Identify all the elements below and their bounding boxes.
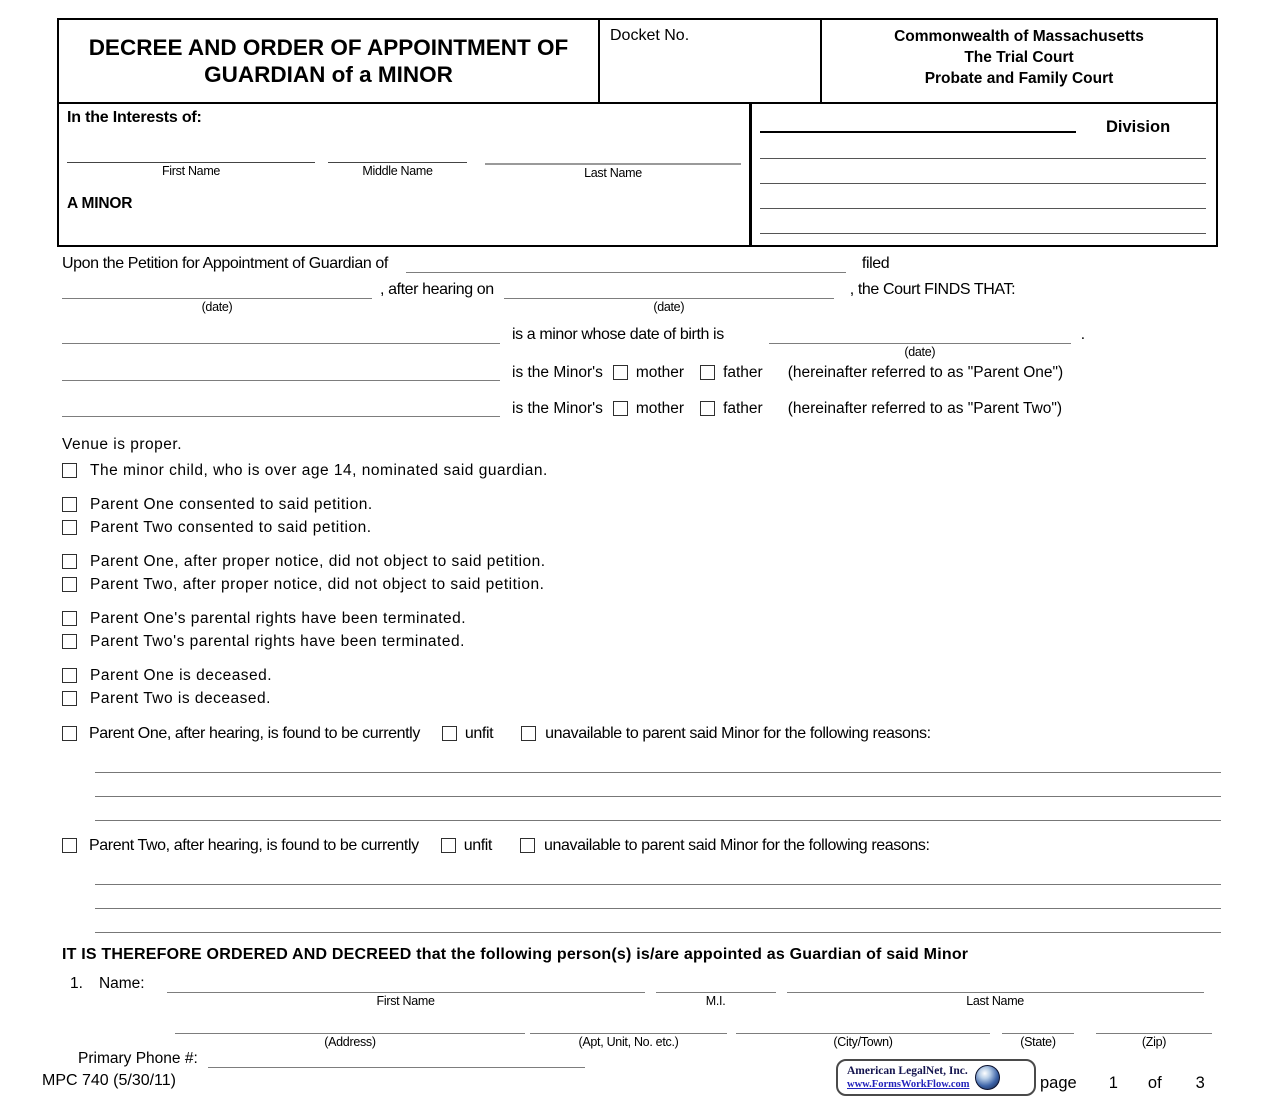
guardian-zip-field[interactable] [1096,1014,1212,1034]
header-bottom-row [59,104,1216,245]
guardian-state-field[interactable] [1002,1014,1074,1034]
date-label: (date) [653,300,685,314]
unavailable-label: unavailable to parent said Minor for the following reasons: [545,724,931,742]
finding-item [62,664,1223,687]
finding-label: Parent Two, after proper notice, did not object to said petition. [90,575,545,593]
date-label: (date) [904,345,936,359]
primary-phone-field[interactable] [208,1048,585,1068]
item-number: 1. [70,975,83,992]
court-line-3: Probate and Family Court [924,69,1114,87]
finding-label: Parent Two's parental rights have been terminated. [90,632,465,650]
parent-two-no-objection-checkbox[interactable] [62,577,77,592]
finding-label: Parent One is deceased. [90,666,273,684]
interests-heading: In the Interests of: [67,109,202,126]
mi-label: M.I. [705,994,726,1008]
header-box [57,18,1218,247]
page-info [1040,1074,1205,1093]
a-minor-label: A MINOR [67,195,133,212]
page-total: 3 [1195,1074,1205,1092]
finding-label: Parent One, after proper notice, did not object to said petition. [90,552,546,570]
parent-one-rights-terminated-checkbox[interactable] [62,611,77,626]
venue-text: Venue is proper. [62,436,183,453]
page-title: DECREE AND ORDER OF APPOINTMENT OF GUARDIAN of a MINOR [59,20,600,102]
minor-last-name-field[interactable] [485,144,741,165]
parent-two-unavailable-checkbox[interactable] [520,838,535,853]
finding-label: Parent One consented to said petition. [90,495,373,513]
minor-dob-text: is a minor whose date of birth is [512,326,724,343]
hearing-date-field[interactable] [504,279,834,299]
parent-one-father-checkbox[interactable] [700,365,715,380]
court-line-2: The Trial Court [964,48,1074,66]
dob-field[interactable] [769,324,1071,344]
city-label: (City/Town) [833,1035,893,1049]
parent-two-deceased-checkbox[interactable] [62,691,77,706]
of-label: of [1147,1074,1162,1092]
zip-label: (Zip) [1141,1035,1167,1049]
hearing-one-text: Parent One, after hearing, is found to be currently [89,724,420,742]
finding-item [62,573,1223,596]
finding-label: The minor child, who is over age 14, nominated said guardian. [90,461,548,479]
guardian-mi-field[interactable] [656,973,776,993]
minor-name-fields [67,144,741,180]
last-name-label: Last Name [966,994,1024,1008]
finding-item [62,630,1223,653]
guardian-apt-field[interactable] [530,1014,727,1034]
parent-one-deceased-checkbox[interactable] [62,668,77,683]
legalnet-url-link[interactable]: www.FormsWorkFlow.com [847,1078,970,1090]
division-extra-line[interactable] [760,209,1206,234]
minors-prefix-text: is the Minor's [512,364,603,381]
parent-two-rights-terminated-checkbox[interactable] [62,634,77,649]
finding-label: Parent Two is deceased. [90,689,271,707]
court-heading [822,20,1216,102]
court-line-1: Commonwealth of Massachusetts [894,28,1144,45]
reason-line[interactable] [95,773,1221,797]
division-cell [752,104,1216,245]
parent-two-hearing-checkbox[interactable] [62,838,77,853]
name-label: Name: [98,975,145,992]
parent-one-unfit-checkbox[interactable] [442,726,457,741]
guardian-of-field[interactable] [406,253,846,273]
first-name-label: First Name [161,164,221,178]
reason-line[interactable] [95,797,1221,821]
findings-list [62,459,1223,710]
apt-label: (Apt, Unit, No. etc.) [578,1035,679,1049]
finding-label: Parent One's parental rights have been terminated. [90,609,467,627]
header-top-row [59,20,1216,104]
page-label: page [1040,1074,1077,1092]
court-finds-text: , the Court FINDS THAT: [849,281,1016,298]
parent-two-suffix-text: (hereinafter referred to as "Parent Two") [787,400,1063,417]
docket-cell [600,20,822,102]
parent-one-unavailable-checkbox[interactable] [521,726,536,741]
state-label: (State) [1020,1035,1056,1049]
phone-label: Primary Phone #: [78,1050,198,1067]
parent-one-suffix-text: (hereinafter referred to as "Parent One") [787,364,1064,381]
division-field[interactable] [760,113,1076,133]
interests-cell [59,104,752,245]
middle-name-label: Middle Name [362,164,433,178]
father-label: father [723,400,763,417]
hearing-two-text: Parent Two, after hearing, is found to be currently [89,836,419,854]
parent-two-mother-checkbox[interactable] [613,401,628,416]
legalnet-logo[interactable] [836,1059,1036,1096]
division-extra-line[interactable] [760,159,1206,184]
form-body [62,253,1223,1070]
finding-item [62,493,1223,516]
finding-item [62,687,1223,710]
division-extra-line[interactable] [760,184,1206,209]
unfit-label: unfit [464,724,494,742]
address-label: (Address) [324,1035,376,1049]
division-extra-line[interactable] [760,134,1206,159]
finding-item [62,516,1223,539]
parent-one-hearing-checkbox[interactable] [62,726,77,741]
minor-name-field[interactable] [62,324,500,344]
finding-item [62,459,1223,482]
reason-line[interactable] [95,749,1221,773]
finding-item [62,607,1223,630]
reason-line[interactable] [95,909,1221,933]
page-number: 1 [1108,1074,1118,1092]
legalnet-name: American LegalNet, Inc. [847,1065,968,1078]
docket-label: Docket No. [610,27,690,44]
docket-number-field[interactable] [606,50,814,98]
mother-label: mother [635,364,685,381]
minor-middle-name-field[interactable] [328,144,467,163]
finding-item [62,550,1223,573]
parent-two-name-field[interactable] [62,397,500,417]
parent-one-consented-checkbox[interactable] [62,497,77,512]
minor-nominated-checkbox[interactable] [62,463,77,478]
decree-text: IT IS THEREFORE ORDERED AND DECREED that the following person(s) is/are appointed as Guardian of said Minor [62,946,969,963]
unfit-label: unfit [463,836,492,854]
period-text: . [1080,326,1086,343]
guardian-city-field[interactable] [736,1014,990,1034]
last-name-label: Last Name [584,166,642,180]
parent-two-consented-checkbox[interactable] [62,520,77,535]
upon-petition-text: Upon the Petition for Appointment of Guardian of [62,255,388,272]
minors-prefix-text: is the Minor's [512,400,603,417]
parent-one-mother-checkbox[interactable] [613,365,628,380]
unavailable-label: unavailable to parent said Minor for the following reasons: [543,836,930,854]
date-label: (date) [201,300,233,314]
division-label: Division [1106,118,1171,136]
reason-line[interactable] [95,861,1221,885]
after-hearing-text: , after hearing on [380,281,494,298]
parent-two-unfit-checkbox[interactable] [441,838,456,853]
guardian-first-name-field[interactable] [167,973,645,993]
reason-line[interactable] [95,885,1221,909]
parent-one-no-objection-checkbox[interactable] [62,554,77,569]
finding-label: Parent Two consented to said petition. [90,518,372,536]
guardian-last-name-field[interactable] [787,973,1204,993]
guardian-address-field[interactable] [175,1014,525,1034]
minor-first-name-field[interactable] [67,144,315,163]
form-number: MPC 740 (5/30/11) [42,1072,176,1089]
father-label: father [723,364,763,381]
globe-icon [975,1065,1000,1090]
filed-date-field[interactable] [62,279,372,299]
parent-one-name-field[interactable] [62,361,500,381]
filed-text: filed [861,255,890,272]
parent-two-father-checkbox[interactable] [700,401,715,416]
mother-label: mother [635,400,685,417]
first-name-label: First Name [376,994,435,1008]
